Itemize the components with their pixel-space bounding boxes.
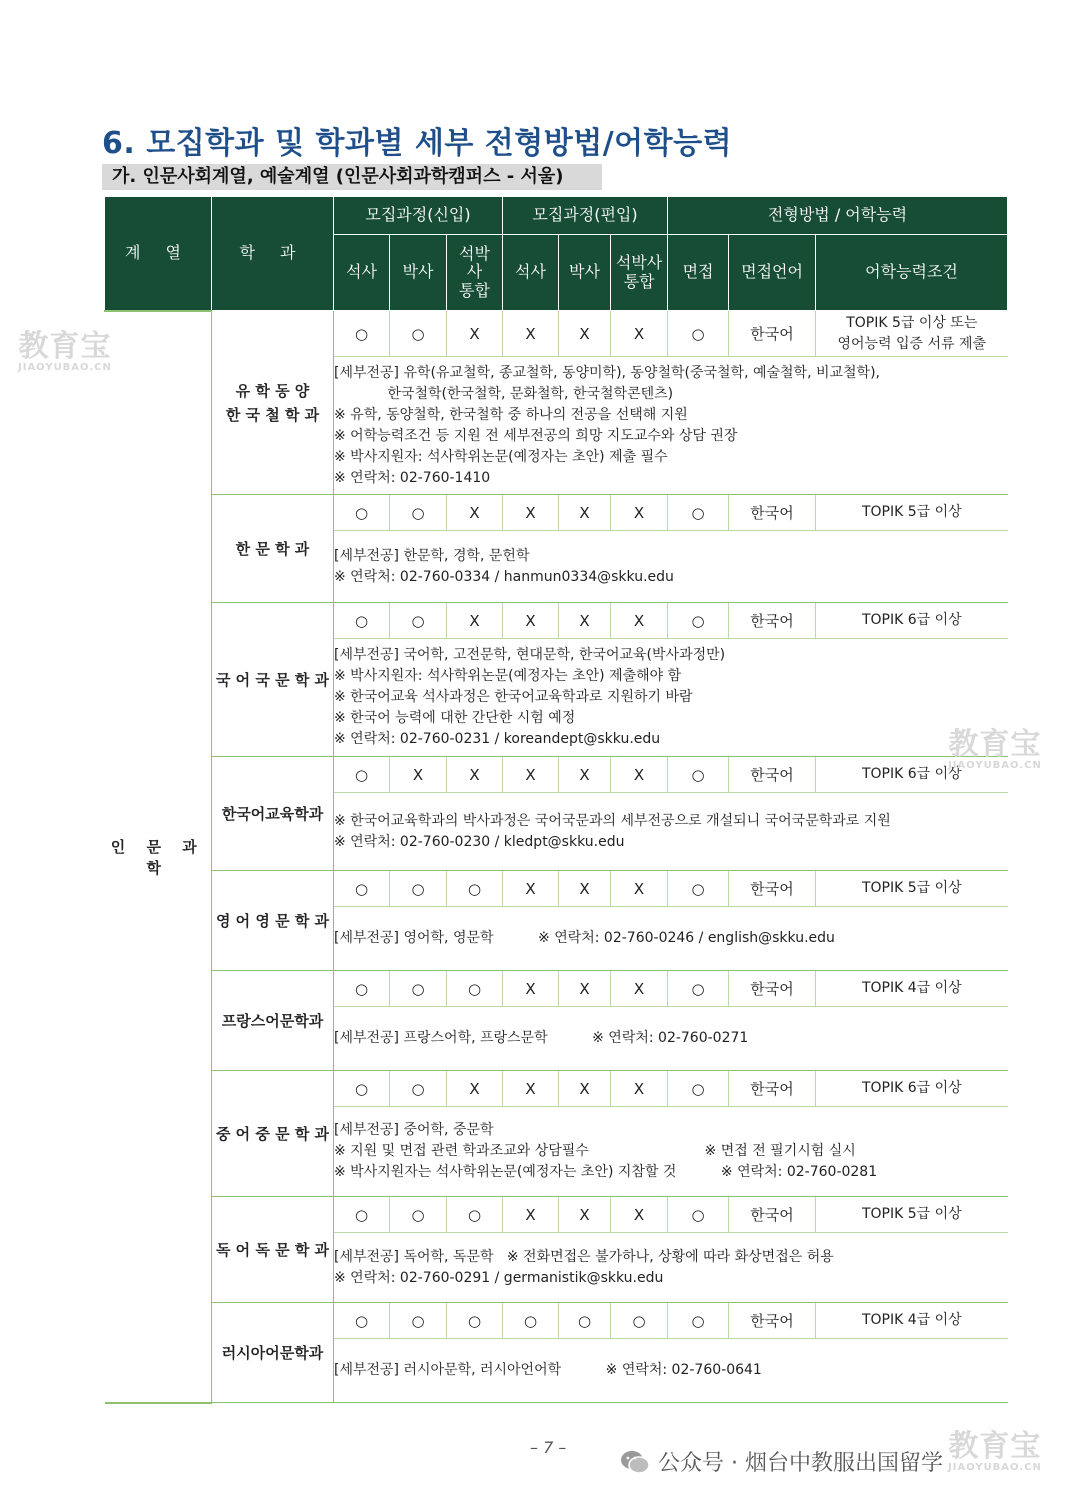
mark-cell: ○ <box>668 971 729 1007</box>
detail-line: [세부전공] 유학(유교철학, 종교철학, 동양미학), 동양철학(중국철학, 예술철학, 비교철학), <box>334 364 880 381</box>
department-details <box>334 907 1008 971</box>
department-name-line: 한 국 철 학 과 <box>225 405 320 424</box>
header-new-admission: 모집과정(신입) <box>334 197 503 235</box>
mark-cell: X <box>559 1197 611 1233</box>
header-combined-b: 사 <box>466 262 483 282</box>
detail-line: ※ 한국어교육학과의 박사과정은 국어국문과의 세부전공으로 개설되니 국어국문학과로 지원 <box>334 812 891 829</box>
detail-line: ※ 지원 및 면접 관련 학과조교와 상담필수 ※ 면접 전 필기시험 실시 <box>334 1143 856 1159</box>
department-details <box>334 1007 1008 1071</box>
mark-cell: X <box>503 311 559 357</box>
mark-cell: X <box>447 311 503 357</box>
language-requirement-line: TOPIK 5급 이상 <box>861 1206 962 1223</box>
detail-line: [세부전공] 국어학, 고전문학, 현대문학, 한국어교육(박사과정만) <box>334 647 726 663</box>
page-title: 6. 모집학과 및 학과별 세부 전형방법/어학능력 <box>102 126 733 161</box>
mark-cell: ○ <box>447 971 503 1007</box>
detail-line: ※ 연락처: 02-760-1410 <box>334 469 491 486</box>
mark-cell: X <box>503 495 559 531</box>
mark-cell: ○ <box>390 1197 447 1233</box>
language-requirement <box>816 603 1008 639</box>
header-combined <box>447 235 503 311</box>
detail-line: ※ 어학능력조건 등 지원 전 세부전공의 희망 지도교수와 상담 권장 <box>334 427 738 444</box>
header-lang-req: 어학능력조건 <box>816 235 1008 311</box>
department-details <box>334 531 1008 603</box>
mark-cell: ○ <box>334 1071 390 1107</box>
section-subtitle: 가. 인문사회계열, 예술계열 (인문사회과학캠퍼스 - 서울) <box>102 164 602 190</box>
wechat-text: 公众号 · 烟台中教服出国留学 <box>658 1451 943 1476</box>
language-requirement-line: 영어능력 입증 서류 제출 <box>837 335 987 352</box>
mark-cell: ○ <box>668 757 729 793</box>
department-name <box>212 871 334 971</box>
detail-line: [세부전공] 프랑스어학, 프랑스문학 ※ 연락처: 02-760-0271 <box>334 1030 749 1046</box>
language-requirement <box>816 1197 1008 1233</box>
header-row-1 <box>105 197 1008 235</box>
mark-cell: X <box>503 757 559 793</box>
mark-cell: X <box>447 757 503 793</box>
mark-cell: ○ <box>390 603 447 639</box>
table-row <box>105 603 1008 639</box>
table-row <box>105 1303 1008 1339</box>
department-details <box>334 1233 1008 1303</box>
department-name <box>212 495 334 603</box>
table-row <box>105 1197 1008 1233</box>
language-requirement <box>816 971 1008 1007</box>
mark-cell: ○ <box>611 1303 668 1339</box>
detail-line: [세부전공] 러시아문학, 러시아언어학 ※ 연락처: 02-760-0641 <box>334 1362 762 1378</box>
mark-cell: X <box>611 1071 668 1107</box>
header-gyeyeol: 계 열 <box>105 197 212 311</box>
header-transfer-combined-b: 통합 <box>623 271 655 291</box>
detail-line: ※ 박사지원자: 석사학위논문(예정자는 초안) 제출해야 함 <box>334 668 682 684</box>
department-details <box>334 793 1008 871</box>
mark-cell: X <box>503 871 559 907</box>
mark-cell: X <box>447 1071 503 1107</box>
department-name <box>212 1197 334 1303</box>
department-name-line: 프랑스어문학과 <box>221 1011 324 1030</box>
table-row <box>105 871 1008 907</box>
language-requirement <box>816 495 1008 531</box>
mark-cell: X <box>559 971 611 1007</box>
table-row <box>105 1071 1008 1107</box>
mark-cell: X <box>559 603 611 639</box>
detail-line: 한국철학(한국철학, 문화철학, 한국철학콘텐츠) <box>334 385 674 402</box>
mark-cell: X <box>611 495 668 531</box>
department-name-line: 중 어 중 문 학 과 <box>215 1124 330 1143</box>
department-details <box>334 357 1008 495</box>
mark-cell: ○ <box>447 1197 503 1233</box>
department-name <box>212 311 334 495</box>
interview-language: 한국어 <box>729 757 816 793</box>
language-requirement-line: TOPIK 6급 이상 <box>861 766 962 783</box>
detail-line: ※ 한국어교육 석사과정은 한국어교육학과로 지원하기 바람 <box>334 689 693 705</box>
watermark-bottom: 教育宝 JIAOYUBAO.CN <box>948 1429 1042 1473</box>
mark-cell: X <box>611 603 668 639</box>
language-requirement-line: TOPIK 6급 이상 <box>861 612 962 629</box>
header-combined-a: 석박 <box>459 243 490 263</box>
detail-line: [세부전공] 중어학, 중문학 <box>334 1122 494 1138</box>
mark-cell: X <box>611 757 668 793</box>
mark-cell: ○ <box>334 495 390 531</box>
mark-cell: ○ <box>334 1197 390 1233</box>
header-doctoral: 박사 <box>390 235 447 311</box>
detail-line: ※ 박사지원자: 석사학위논문(예정자는 초안) 제출 필수 <box>334 448 668 465</box>
detail-line: [세부전공] 한문학, 경학, 문헌학 <box>334 547 530 564</box>
mark-cell: X <box>559 311 611 357</box>
mark-cell: ○ <box>447 1303 503 1339</box>
mark-cell: ○ <box>334 757 390 793</box>
mark-cell: ○ <box>334 311 390 357</box>
mark-cell: X <box>447 603 503 639</box>
mark-cell: ○ <box>668 871 729 907</box>
detail-line: ※ 연락처: 02-760-0230 / kledpt@skku.edu <box>334 833 625 850</box>
mark-cell: X <box>611 971 668 1007</box>
detail-line: ※ 유학, 동양철학, 한국철학 중 하나의 전공을 선택해 지원 <box>334 406 688 423</box>
language-requirement <box>816 871 1008 907</box>
mark-cell: ○ <box>668 495 729 531</box>
header-transfer-combined <box>611 235 668 311</box>
mark-cell: X <box>559 757 611 793</box>
interview-language: 한국어 <box>729 971 816 1007</box>
header-transfer-masters: 석사 <box>503 235 559 311</box>
detail-line: [세부전공] 독어학, 독문학 ※ 전화면접은 불가하나, 상황에 따라 화상면접은 허용 <box>334 1248 834 1265</box>
interview-language: 한국어 <box>729 311 816 357</box>
mark-cell: ○ <box>334 603 390 639</box>
header-interview: 면접 <box>668 235 729 311</box>
mark-cell: X <box>559 495 611 531</box>
page-number: – 7 – <box>530 1438 567 1457</box>
mark-cell: ○ <box>334 971 390 1007</box>
wechat-banner <box>620 1446 943 1477</box>
department-name <box>212 1071 334 1197</box>
language-requirement <box>816 311 1008 357</box>
department-details <box>334 1339 1008 1403</box>
department-name-line: 한 문 학 과 <box>235 539 310 558</box>
mark-cell: ○ <box>668 603 729 639</box>
interview-language: 한국어 <box>729 1303 816 1339</box>
mark-cell: X <box>390 757 447 793</box>
mark-cell: X <box>503 1197 559 1233</box>
mark-cell: ○ <box>390 971 447 1007</box>
mark-cell: ○ <box>668 311 729 357</box>
language-requirement-line: TOPIK 5급 이상 <box>861 504 962 521</box>
mark-cell: X <box>503 971 559 1007</box>
detail-line: ※ 연락처: 02-760-0231 / koreandept@skku.edu <box>334 731 661 747</box>
mark-cell: ○ <box>390 871 447 907</box>
mark-cell: X <box>611 311 668 357</box>
table-row <box>105 495 1008 531</box>
interview-language: 한국어 <box>729 871 816 907</box>
mark-cell: ○ <box>390 495 447 531</box>
header-masters: 석사 <box>334 235 390 311</box>
table-row <box>105 311 1008 357</box>
mark-cell: ○ <box>559 1303 611 1339</box>
mark-cell: X <box>447 495 503 531</box>
department-name-line: 국 어 국 문 학 과 <box>215 670 330 689</box>
department-name-line: 독 어 독 문 학 과 <box>215 1240 330 1259</box>
mark-cell: X <box>559 1071 611 1107</box>
mark-cell: ○ <box>334 1303 390 1339</box>
mark-cell: ○ <box>390 1303 447 1339</box>
department-name-line: 영 어 영 문 학 과 <box>215 911 330 930</box>
mark-cell: X <box>503 603 559 639</box>
mark-cell: ○ <box>668 1303 729 1339</box>
language-requirement-line: TOPIK 4급 이상 <box>861 1312 962 1329</box>
wechat-icon <box>620 1449 650 1475</box>
interview-language: 한국어 <box>729 495 816 531</box>
mark-cell: X <box>611 1197 668 1233</box>
department-name <box>212 1303 334 1403</box>
interview-language: 한국어 <box>729 1071 816 1107</box>
watermark-left: 教育宝 JIAOYUBAO.CN <box>18 329 112 373</box>
mark-cell: ○ <box>390 1071 447 1107</box>
language-requirement <box>816 1303 1008 1339</box>
language-requirement-line: TOPIK 4급 이상 <box>861 980 962 997</box>
mark-cell: ○ <box>503 1303 559 1339</box>
mark-cell: ○ <box>668 1197 729 1233</box>
table-row <box>105 971 1008 1007</box>
header-method: 전형방법 / 어학능력 <box>668 197 1008 235</box>
language-requirement-line: TOPIK 5급 이상 <box>861 880 962 897</box>
header-transfer-combined-a: 석박사 <box>615 253 663 273</box>
mark-cell: ○ <box>668 1071 729 1107</box>
department-name <box>212 757 334 871</box>
detail-line: [세부전공] 영어학, 영문학 ※ 연락처: 02-760-0246 / english@skku.edu <box>334 930 835 946</box>
watermark-right: 教育宝 JIAOYUBAO.CN <box>948 727 1042 771</box>
category-cell: 인 문 과 학 <box>105 311 212 1403</box>
mark-cell: ○ <box>447 871 503 907</box>
language-requirement-line: TOPIK 6급 이상 <box>861 1080 962 1097</box>
header-hakgwa: 학 과 <box>212 197 334 311</box>
header-transfer-doctoral: 박사 <box>559 235 611 311</box>
detail-line: ※ 한국어 능력에 대한 간단한 시험 예정 <box>334 710 576 726</box>
department-name <box>212 603 334 757</box>
detail-line: ※ 연락처: 02-760-0334 / hanmun0334@skku.edu <box>334 568 674 585</box>
header-combined-c: 통합 <box>459 280 490 300</box>
department-details <box>334 1107 1008 1197</box>
language-requirement-line: TOPIK 5급 이상 또는 <box>846 315 978 332</box>
mark-cell: ○ <box>390 311 447 357</box>
detail-line: ※ 박사지원자는 석사학위논문(예정자는 초안) 지참할 것 ※ 연락처: 02-760-0281 <box>334 1164 878 1180</box>
mark-cell: X <box>611 871 668 907</box>
department-details <box>334 639 1008 757</box>
detail-line: ※ 연락처: 02-760-0291 / germanistik@skku.edu <box>334 1269 664 1286</box>
table-row <box>105 757 1008 793</box>
department-name <box>212 971 334 1071</box>
department-name-line: 유 학 동 양 <box>235 381 310 400</box>
admissions-table <box>104 196 1008 1404</box>
mark-cell: ○ <box>334 871 390 907</box>
header-transfer-admission: 모집과정(편입) <box>503 197 668 235</box>
interview-language: 한국어 <box>729 603 816 639</box>
department-name-line: 한국어교육학과 <box>221 804 324 823</box>
language-requirement <box>816 1071 1008 1107</box>
header-interview-lang: 면접언어 <box>729 235 816 311</box>
mark-cell: X <box>559 871 611 907</box>
department-name-line: 러시아어문학과 <box>221 1343 324 1362</box>
interview-language: 한국어 <box>729 1197 816 1233</box>
mark-cell: X <box>503 1071 559 1107</box>
